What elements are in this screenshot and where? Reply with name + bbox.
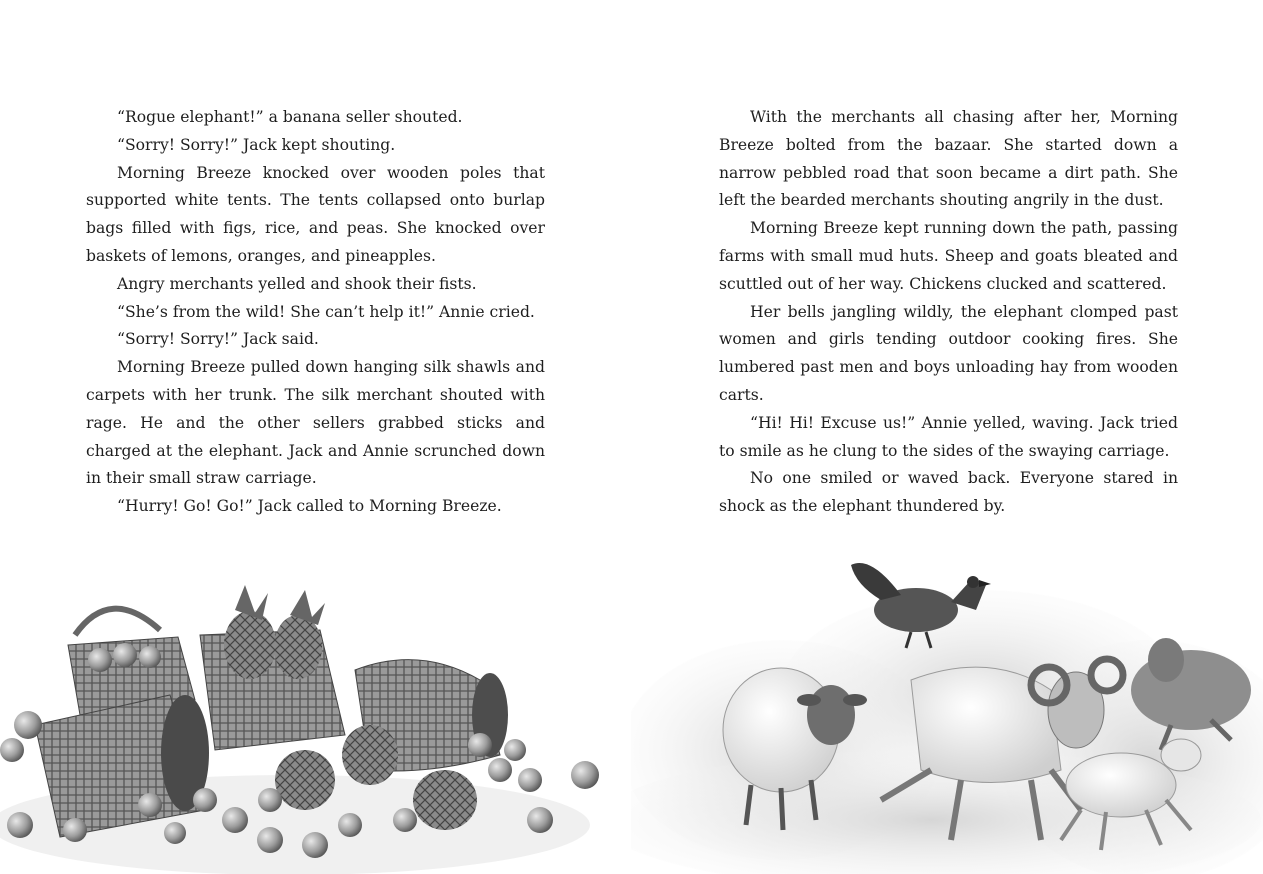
paragraph: With the merchants all chasing after her, Morning Breeze bolted from the bazaar. She started down a narrow pebbled road that soon became a dirt path. She left the bearded merchants shouting angrily in the dust.: [719, 108, 1178, 210]
paragraph: “Rogue elephant!” a banana seller shouted.: [117, 108, 463, 126]
paragraph: Morning Breeze pulled down hanging silk shawls and carpets with her trunk. The silk merchant shouted with rage. He and the other sellers grabbed sticks and charged at the elephant. Jack and Annie scrunched down in their small straw carriage.: [86, 358, 545, 488]
paragraph: “Hurry! Go! Go!” Jack called to Morning Breeze.: [117, 497, 502, 516]
paragraph: “Hi! Hi! Excuse us!” Annie yelled, waving. Jack tried to smile as he clung to the sides of the swaying carriage.: [719, 413, 1178, 460]
right-page-text: [719, 104, 1178, 521]
paragraph: “Sorry! Sorry!” Jack said.: [117, 330, 319, 349]
left-page: [0, 0, 631, 874]
paragraph: Her bells jangling wildly, the elephant clomped past women and girls tending outdoor cooking fires. She lumbered past men and boys unloading hay from wooden carts.: [719, 302, 1178, 404]
paragraph: Angry merchants yelled and shook their fists.: [117, 274, 477, 293]
paragraph: Morning Breeze kept running down the path, passing farms with small mud huts. Sheep and goats bleated and scuttled out of her way. Chickens clucked and scattered.: [719, 219, 1178, 293]
paragraph: “Sorry! Sorry!” Jack kept shouting.: [117, 135, 396, 154]
left-page-text: [86, 104, 545, 521]
paragraph: Morning Breeze knocked over wooden poles that supported white tents. The tents collapsed onto burlap bags filled with figs, rice, and peas. She knocked over baskets of lemons, oranges, and pineapples.: [86, 163, 545, 265]
right-page: [631, 0, 1263, 874]
running-animals-illustration: [631, 540, 1263, 874]
paragraph: “She’s from the wild! She can’t help it!” Annie cried.: [117, 302, 535, 321]
baskets-fruit-illustration: [0, 575, 631, 874]
paragraph: No one smiled or waved back. Everyone stared in shock as the elephant thundered by.: [719, 469, 1178, 516]
